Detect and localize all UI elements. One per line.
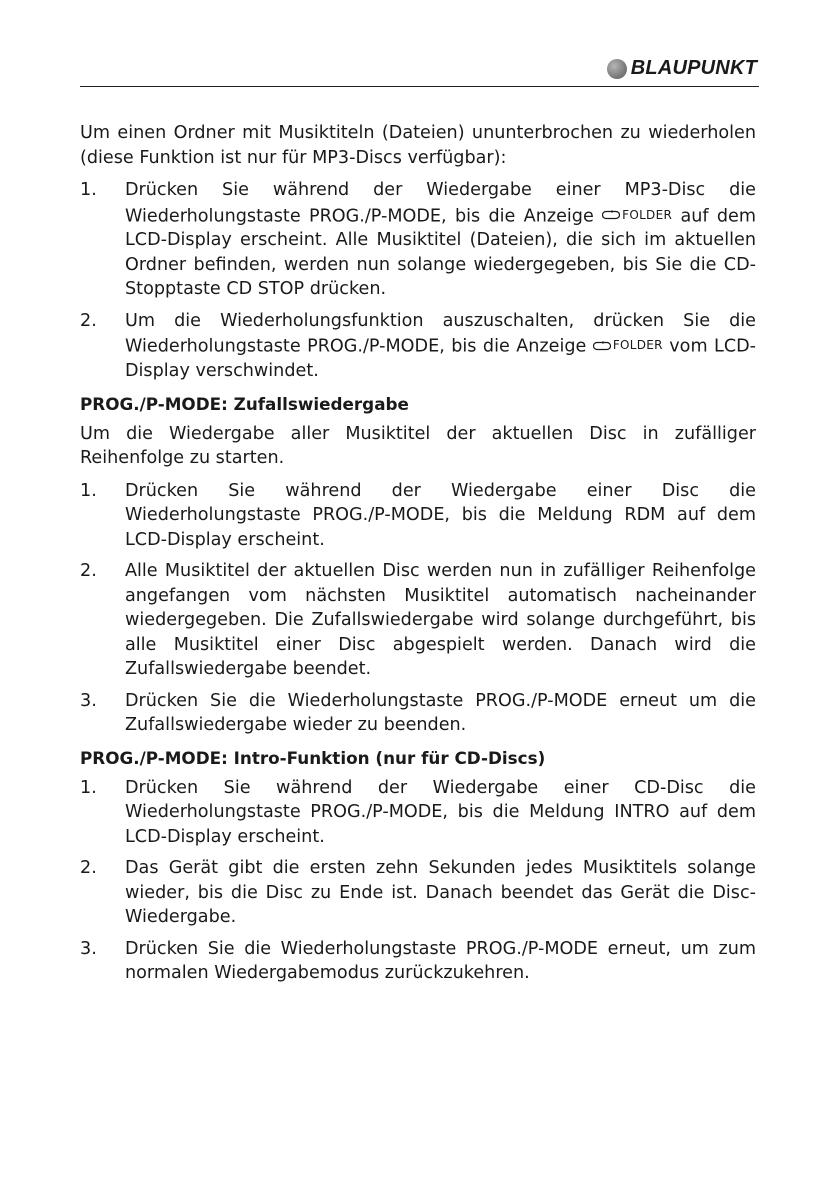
step-text: Drücken Sie während der Wiedergabe einer Disc die Wiederholungstaste PROG./P-MODE, bis die Meldung RDM auf dem LCD-Display erscheint. — [125, 480, 756, 550]
step-number: 2. — [80, 561, 97, 581]
list-item — [80, 776, 756, 850]
step-number: 2. — [80, 310, 97, 331]
list-item — [80, 559, 756, 682]
intro-function-heading: PROG./P-MODE: Intro-Funktion (nur für CD-Discs) — [80, 747, 546, 768]
repeat-folder-indicator: FOLDER — [602, 203, 672, 228]
step-text: Alle Musiktitel der aktuellen Disc werden nun in zufälliger Reihenfolge angefangen vom nächsten Musiktitel automatisch nacheinander wiedergegeben. Die Zufallswiedergabe wird solange durchgeführt, bis alle Musiktitel einer Disc abgespielt werden. Danach wird die Zufallswiedergabe beendet. — [125, 561, 756, 679]
page-content — [80, 121, 756, 993]
step-text: Drücken Sie die Wiederholungstaste PROG./P-MODE erneut um die Zufallswiedergabe wieder zu beenden. — [125, 690, 756, 735]
repeat-icon — [602, 210, 620, 220]
step-text: Drücken Sie während der Wiedergabe einer CD-Disc die Wiederholungstaste PROG./P-MODE, bis die Meldung INTRO auf dem LCD-Display erscheint. — [125, 777, 756, 847]
step-number: 1. — [80, 777, 97, 798]
random-steps — [80, 479, 756, 738]
step-number: 1. — [80, 180, 97, 200]
step-text: Drücken Sie die Wiederholungstaste PROG./P-MODE erneut, um zum normalen Wiedergabemodus zurückzukehren. — [125, 938, 756, 983]
page-header — [80, 52, 759, 87]
step-text: Das Gerät gibt die ersten zehn Sekunden jedes Musiktitels solange wieder, bis die Disc zu Ende ist. Danach beendet das Gerät die Disc-Wiedergabe. — [125, 858, 756, 927]
logo-dot-icon — [607, 59, 627, 79]
list-item — [80, 178, 756, 302]
list-item — [80, 937, 756, 986]
step-number: 2. — [80, 858, 97, 878]
step-number: 3. — [80, 938, 97, 959]
step-number: 1. — [80, 480, 97, 501]
folder-repeat-steps — [80, 178, 756, 384]
step-number: 3. — [80, 690, 97, 711]
list-item — [80, 689, 756, 738]
list-item — [80, 856, 756, 930]
random-intro: Um die Wiedergabe aller Musiktitel der aktuellen Disc in zufälliger Reihenfolge zu starten. — [80, 423, 756, 468]
brand-logo — [607, 57, 757, 80]
folder-repeat-intro: Um einen Ordner mit Musiktiteln (Dateien) ununterbrochen zu wiederholen (diese Funktion ist nur für MP3-Discs verfügbar): — [80, 123, 756, 168]
step-text: Um die Wiederholungsfunktion auszuschalten, drücken Sie die Wiederholungstaste PROG./P-MODE, bis die Anzeige FOLDER vom LCD-Display verschwindet. — [125, 310, 757, 381]
repeat-folder-indicator: FOLDER — [593, 333, 663, 358]
list-item — [80, 479, 756, 553]
list-item — [80, 309, 756, 384]
intro-function-steps — [80, 776, 756, 986]
brand-name: BLAUPUNKT — [630, 57, 757, 79]
repeat-icon — [593, 341, 611, 351]
step-text: Drücken Sie während der Wiedergabe einer MP3-Disc die Wiederholungstaste PROG./P-MODE, bis die Anzeige FOLDER auf dem LCD-Display erscheint. Alle Musiktitel (Dateien), die sich im aktuellen Ordner befinden, werden nun solange wiedergegeben, bis Sie die CD-Stopptaste CD STOP drücken. — [125, 180, 757, 300]
random-heading: PROG./P-MODE: Zufallswiedergabe — [80, 393, 409, 414]
